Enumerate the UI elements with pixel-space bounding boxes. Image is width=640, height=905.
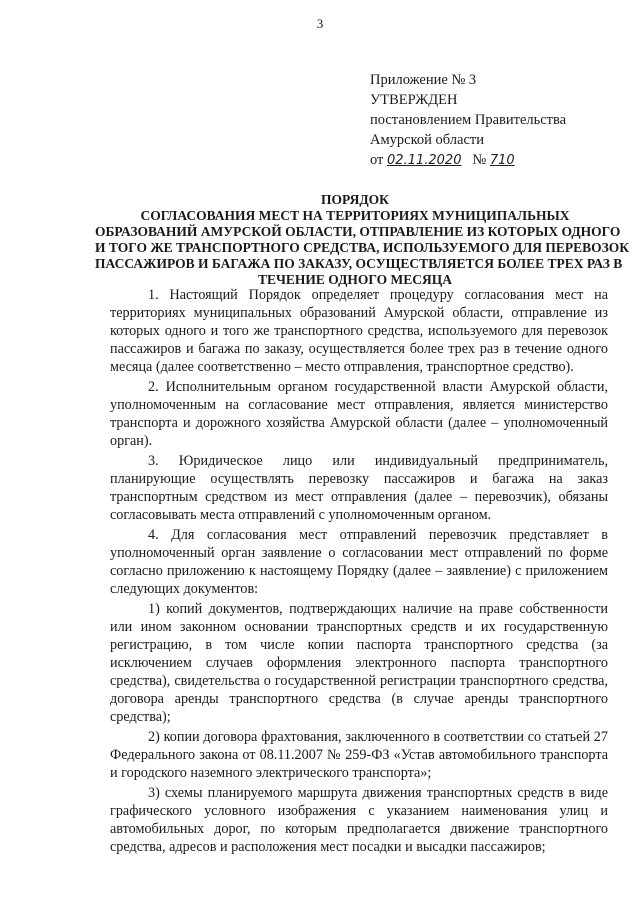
paragraph: 1) копий документов, подтверждающих наличие на праве собственности или ином законном основании транспортных средств и их государственную регистрацию, в том числе копии паспорта транспортного средства (за исключением случаев оформления электронного паспорта транспортного средства), свидетельства о государственной регистрации транспортного средства, договора аренды транспортного средства (в случае аренды транспортного средства); — [110, 601, 608, 725]
document-title — [95, 192, 630, 288]
paragraph: 2) копии договора фрахтования, заключенного в соответствии со статьей 27 Федерального закона от 08.11.2007 № 259-ФЗ «Устав автомобильного транспорта и городского наземного электрического транспорта»; — [110, 729, 608, 781]
paragraph: 1. Настоящий Порядок определяет процедуру согласования мест на территориях муниципальных образований Амурской области, отправление из которых одного и того же транспортного средства, используемого для перевозок пассажиров и багажа по заказу, осуществляется более трех раз в течение одного месяца (далее соответственно – место отправления, транспортное средство). — [110, 287, 608, 375]
title-line: СОГЛАСОВАНИЯ МЕСТ НА ТЕРРИТОРИЯХ МУНИЦИПАЛЬНЫХ — [140, 208, 570, 223]
region-label: Амурской области — [370, 132, 484, 148]
title-line: И ТОГО ЖЕ ТРАНСПОРТНОГО СРЕДСТВА, ИСПОЛЬЗУЕМОГО ДЛЯ ПЕРЕВОЗОК — [95, 240, 630, 255]
approval-block — [370, 70, 620, 171]
title-line: ПОРЯДОК — [321, 192, 389, 207]
paragraph: 2. Исполнительным органом государственной власти Амурской области, уполномоченным на согласование мест отправления, является министерство транспорта и дорожного хозяйства Амурской области (далее – уполномоченный орган). — [110, 379, 608, 449]
resolution-label: постановлением Правительства — [370, 112, 567, 128]
handwritten-date: 02.11.2020 — [387, 153, 462, 168]
number-label: № — [472, 152, 487, 168]
paragraph: 3) схемы планируемого маршрута движения транспортных средств в виде графического условного изображения с указанием наименования улиц и автомобильных дорог, по которым предполагается движение транспортного средства, адресов и расположения мест посадки и высадки пассажиров; — [110, 785, 608, 855]
paragraph: 4. Для согласования мест отправлений перевозчик представляет в уполномоченный орган заявление о согласовании мест отправлений по форме согласно приложению к настоящему Порядку (далее – заявление) с приложением следующих документов: — [110, 527, 608, 597]
document-body — [110, 286, 608, 858]
date-number-line — [370, 150, 620, 171]
from-label: от — [370, 152, 384, 168]
title-line: ПАССАЖИРОВ И БАГАЖА ПО ЗАКАЗУ, ОСУЩЕСТВЛЯЕТСЯ БОЛЕЕ ТРЕХ РАЗ В — [95, 256, 623, 271]
title-line: ОБРАЗОВАНИЙ АМУРСКОЙ ОБЛАСТИ, ОТПРАВЛЕНИЕ ИЗ КОТОРЫХ ОДНОГО — [95, 224, 621, 239]
approved-label: УТВЕРЖДЕН — [370, 92, 458, 108]
title-line: ТЕЧЕНИЕ ОДНОГО МЕСЯЦА — [257, 272, 453, 287]
handwritten-number: 710 — [489, 153, 515, 168]
appendix-label: Приложение № 3 — [370, 72, 477, 88]
page-number: 3 — [316, 16, 324, 31]
paragraph: 3. Юридическое лицо или индивидуальный предприниматель, планирующие осуществлять перевозку пассажиров и багажа на заказ транспортным средством из мест отправления (далее – перевозчик), обязаны согласовывать места отправлений с уполномоченным органом. — [110, 453, 608, 523]
